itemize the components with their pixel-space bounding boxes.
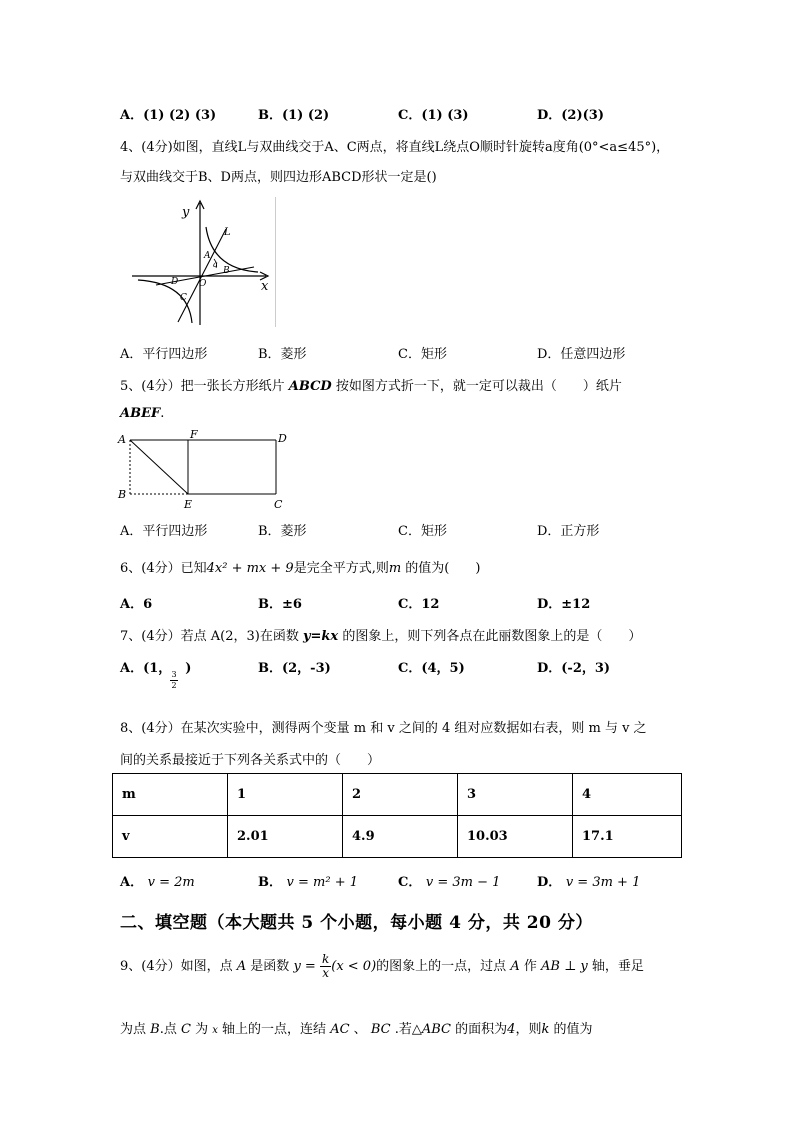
table-cell: 3 <box>458 774 573 816</box>
table-cell: 4.9 <box>343 816 458 858</box>
table-cell: 17.1 <box>573 816 682 858</box>
q6-option-d: D．±12 <box>537 597 591 612</box>
q5-option-c: C．矩形 <box>398 524 447 539</box>
label-D: D <box>278 432 287 445</box>
q7-stem: 7、(4分）若点 A(2，3)在函数 y=kx 的图象上，则下列各点在此丽数图象上的是（ ） <box>120 629 642 644</box>
q8-option-d: D． v = 3m + 1 <box>537 875 641 890</box>
q8-option-c: C． v = 3m − 1 <box>398 875 501 890</box>
q4-line2: 与双曲线交于B、D两点，则四边形ABCD形状一定是() <box>120 170 437 185</box>
label-O: O <box>199 279 207 289</box>
q8-option-b: B． v = m² + 1 <box>258 875 358 890</box>
q7-option-b: B．(2，-3) <box>258 661 331 676</box>
q9-line1: 9、(4分）如图，点 A 是函数 y = $\frac{k}{x}$ (x < 0)的图象上的一点，过点 A 作 AB ⊥ y 轴，垂足 <box>120 952 644 980</box>
q7-option-c: C．(4，5) <box>398 661 465 676</box>
label-E: E <box>184 498 193 511</box>
label-C: C <box>274 498 283 511</box>
q3-option-d: D．(2)(3) <box>537 108 604 123</box>
table-cell: 2.01 <box>228 816 343 858</box>
table-cell: m <box>113 774 228 816</box>
q9-fraction: $\frac{k}{x}$ <box>321 952 330 980</box>
q9-line2: 为点 B.点 C 为 x 轴上的一点，连结 AC 、 BC .若△ABC 的面积为4，则k 的值为 <box>120 1022 593 1037</box>
q6-expression: 4x² + mx + 9 <box>206 561 294 576</box>
q8-option-a: A． v = 2m <box>120 875 195 890</box>
section-2-title: 二、填空题（本大题共 5 个小题，每小题 4 分，共 20 分） <box>120 913 593 933</box>
table-cell: 1 <box>228 774 343 816</box>
q8-line2: 间的关系最接近于下列各关系式中的（ ） <box>120 753 381 768</box>
q4-line1: 4、(4分)如图，直线L与双曲线交于A、C两点，将直线L绕点O顺时针旋转a度角(0°<a≤45°)， <box>120 140 670 155</box>
q5-line2: ABEF. <box>120 406 165 421</box>
table-row <box>113 816 682 858</box>
q6-option-b: B．±6 <box>258 597 302 612</box>
q6-option-c: C．12 <box>398 597 440 612</box>
table-cell: v <box>113 816 228 858</box>
label-a: a <box>213 260 218 269</box>
q3-option-b: B．(1) (2) <box>258 108 330 123</box>
q5-line1: 5、(4分）把一张长方形纸片 ABCD 按如图方式折一下，就一定可以裁出（ ）纸片 <box>120 379 622 394</box>
q5-option-a: A．平行四边形 <box>120 524 208 539</box>
table-row <box>113 774 682 816</box>
q7-option-a-fraction: 3 2 <box>171 670 177 690</box>
q5-fold-figure <box>116 428 296 514</box>
q4-option-b: B．菱形 <box>258 347 307 362</box>
label-F: F <box>190 428 198 441</box>
table-cell: 4 <box>573 774 682 816</box>
q7-function: y=kx <box>302 629 339 644</box>
q5-option-b: B．菱形 <box>258 524 307 539</box>
q3-option-a: A．(1) (2) (3) <box>120 108 217 123</box>
label-L: L <box>224 227 231 238</box>
label-C: C <box>180 293 187 303</box>
q4-option-c: C．矩形 <box>398 347 447 362</box>
q3-option-c: C．(1) (3) <box>398 108 469 123</box>
q4-option-d: D．任意四边形 <box>537 347 626 362</box>
q8-line1: 8、(4分）在某次实验中，测得两个变量 m 和 v 之间的 4 组对应数据如右表，则 m 与 v 之 <box>120 721 647 736</box>
q7-option-d: D．(-2，3) <box>537 661 611 676</box>
label-A: A <box>118 433 126 446</box>
label-B: B <box>118 488 127 501</box>
table-cell: 2 <box>343 774 458 816</box>
q4-hyperbola-figure <box>120 197 276 327</box>
q8-data-table <box>112 773 682 858</box>
q7-option-a: A．(1， ) <box>120 661 192 676</box>
q5-option-d: D．正方形 <box>537 524 600 539</box>
table-cell: 10.03 <box>458 816 573 858</box>
q4-option-a: A．平行四边形 <box>120 347 208 362</box>
label-A: A <box>204 251 211 261</box>
label-B: B <box>223 266 230 276</box>
fold-line-AE <box>130 440 188 494</box>
q5-abcd: ABCD <box>288 379 332 394</box>
label-y: y <box>182 205 190 220</box>
label-D: D <box>171 277 179 287</box>
label-x: x <box>261 279 269 294</box>
q6-stem: 6、(4分）已知4x² + mx + 9是完全平方式,则m 的值为( ) <box>120 561 481 576</box>
q6-option-a: A．6 <box>120 597 153 612</box>
